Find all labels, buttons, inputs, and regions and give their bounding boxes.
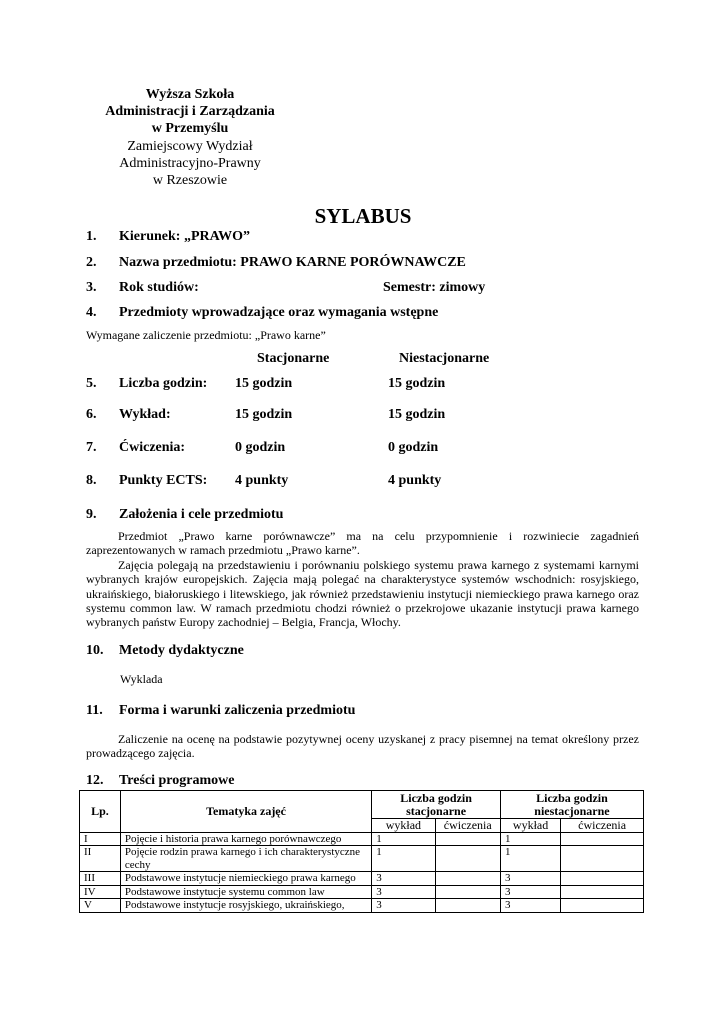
row-stac-wyklad: 1	[372, 846, 435, 872]
row-stac-wyklad: 3	[372, 885, 435, 899]
row-lp: III	[80, 872, 121, 886]
hours-niestac: 15 godzin	[388, 376, 446, 391]
header-line: Administracyjno-Prawny	[119, 155, 261, 171]
sub-wyklad-stac: wykład	[372, 819, 435, 833]
lecture-niestac: 15 godzin	[388, 407, 446, 422]
mode-stacjonarne: Stacjonarne	[257, 351, 330, 366]
sub-cwiczenia-niestac: ćwiczenia	[561, 819, 644, 833]
row-lp: I	[80, 832, 121, 846]
table-row	[80, 832, 644, 846]
row-niestac-cwiczenia	[561, 899, 644, 913]
section-8: 8. Punkty ECTS:	[86, 473, 208, 488]
prerequisite-note: Wymagane zaliczenie przedmiotu: „Prawo karne”	[86, 328, 326, 342]
lecture-stac: 15 godzin	[235, 407, 293, 422]
header-line: w Przemyślu	[151, 121, 229, 137]
row-stac-cwiczenia	[435, 872, 500, 886]
row-niestac-cwiczenia	[561, 885, 644, 899]
row-stac-wyklad: 3	[372, 872, 435, 886]
col-stac-header: Liczba godzin stacjonarne	[372, 791, 501, 819]
row-niestac-wyklad: 3	[500, 885, 560, 899]
row-stac-cwiczenia	[435, 832, 500, 846]
document-title: SYLABUS	[314, 204, 412, 228]
table-row	[80, 872, 644, 886]
sub-cwiczenia-stac: ćwiczenia	[435, 819, 500, 833]
teaching-methods: Wyklada	[120, 672, 163, 686]
exercises-niestac: 0 godzin	[388, 440, 439, 455]
row-niestac-cwiczenia	[561, 846, 644, 872]
section-2: 2. Nazwa przedmiotu: PRAWO KARNE PORÓWNAWCZE	[86, 255, 466, 270]
objectives-paragraph: Przedmiot „Prawo karne porównawcze” ma na celu przypomnienie i rozwiniecie zagadnień zaprezentowanych w ramach przedmiotu „Prawo karne”.	[86, 529, 639, 558]
objectives-paragraph: Zajęcia polegają na przedstawieniu i porównaniu polskiego systemu prawa karnego z systemami karnymi wybranych krajów europejskich. Zajęcia mają polegać na charakterystyce systemów wschodnich: rosyjskiego, ukraińskiego, białoruskiego i litewskiego, jak również przedstawieniu instytucji niemieckiego prawa karnego oraz systemu common law. W ramach przedmiotu chodzi również o przekrojowe ukazanie instytucji prawa karnego wybranych państw Europy zachodniej – Belgia, Francja, Włochy.	[86, 557, 639, 630]
section-7: 7. Ćwiczenia:	[86, 440, 186, 455]
table-header-row	[80, 791, 644, 819]
section-4: 4. Przedmioty wprowadzające oraz wymagania wstępne	[86, 305, 439, 320]
row-niestac-wyklad: 1	[500, 846, 560, 872]
row-niestac-cwiczenia	[561, 872, 644, 886]
semester-label: Semestr: zimowy	[383, 280, 486, 295]
col-topic-header: Tematyka zajęć	[120, 791, 371, 833]
program-table	[79, 790, 644, 913]
section-9: 9. Założenia i cele przedmiotu	[86, 507, 284, 522]
row-lp: V	[80, 899, 121, 913]
section-5: 5. Liczba godzin:	[86, 376, 208, 391]
table-row	[80, 899, 644, 913]
row-stac-wyklad: 3	[372, 899, 435, 913]
row-topic: Pojęcie rodzin prawa karnego i ich charakterystyczne cechy	[120, 846, 371, 872]
row-lp: IV	[80, 885, 121, 899]
row-topic: Pojęcie i historia prawa karnego porównawczego	[120, 832, 371, 846]
row-stac-cwiczenia	[435, 846, 500, 872]
row-niestac-cwiczenia	[561, 832, 644, 846]
section-11: 11. Forma i warunki zaliczenia przedmiotu	[86, 703, 356, 718]
section-1: 1. Kierunek: „PRAWO”	[86, 229, 251, 244]
mode-niestacjonarne: Niestacjonarne	[399, 351, 490, 366]
row-niestac-wyklad: 3	[500, 899, 560, 913]
institution-header	[88, 86, 292, 189]
header-line: Administracji i Zarządzania	[105, 104, 275, 120]
table-row	[80, 846, 644, 872]
row-niestac-wyklad: 1	[500, 832, 560, 846]
assessment-text	[86, 732, 639, 761]
row-niestac-wyklad: 3	[500, 872, 560, 886]
section-6: 6. Wykład:	[86, 407, 171, 422]
exercises-stac: 0 godzin	[235, 440, 286, 455]
row-stac-cwiczenia	[435, 885, 500, 899]
header-line: Zamiejscowy Wydział	[127, 138, 253, 154]
sub-wyklad-niestac: wykład	[500, 819, 560, 833]
row-stac-cwiczenia	[435, 899, 500, 913]
row-topic: Podstawowe instytucje systemu common law	[120, 885, 371, 899]
objectives-text	[86, 529, 639, 630]
row-topic: Podstawowe instytucje rosyjskiego, ukraińskiego,	[120, 899, 371, 913]
section-12: 12. Treści programowe	[86, 773, 235, 788]
ects-niestac: 4 punkty	[388, 473, 442, 488]
row-stac-wyklad: 1	[372, 832, 435, 846]
header-line: Wyższa Szkoła	[145, 87, 235, 102]
section-10: 10. Metody dydaktyczne	[86, 643, 244, 658]
col-lp-header: Lp.	[80, 791, 121, 833]
row-topic: Podstawowe instytucje niemieckiego prawa karnego	[120, 872, 371, 886]
row-lp: II	[80, 846, 121, 872]
ects-stac: 4 punkty	[235, 473, 289, 488]
col-niestac-header: Liczba godzin niestacjonarne	[500, 791, 643, 819]
hours-stac: 15 godzin	[235, 376, 293, 391]
header-line: w Rzeszowie	[152, 173, 228, 189]
section-3: 3. Rok studiów:	[86, 280, 199, 295]
assessment-paragraph: Zaliczenie na ocenę na podstawie pozytywnej oceny uzyskanej z pracy pisemnej na temat określony przez prowadzącego zajęcia.	[86, 732, 639, 761]
table-row	[80, 885, 644, 899]
